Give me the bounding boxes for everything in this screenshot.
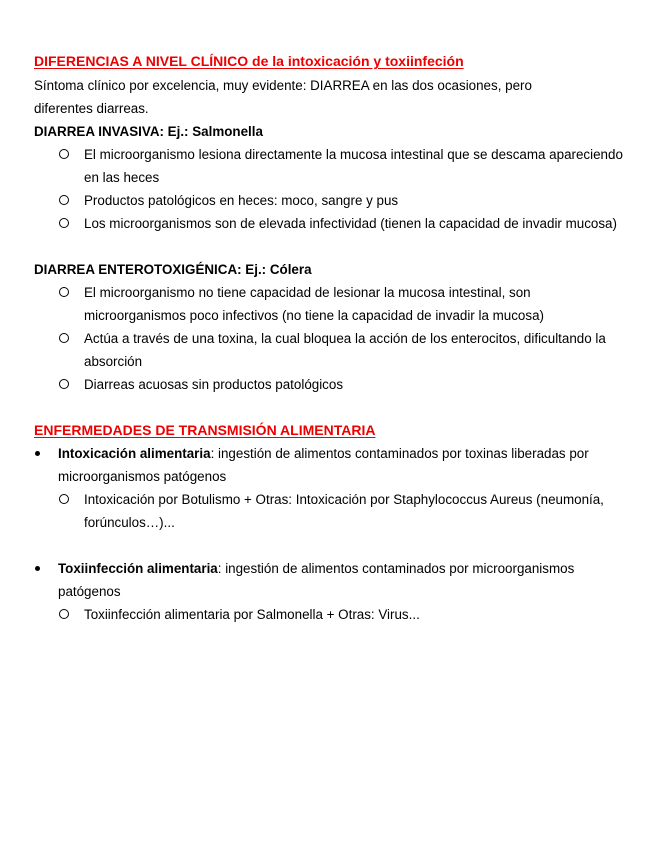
list-item-text: Productos patológicos en heces: moco, sangre y pus [84, 193, 399, 208]
bullet-icon [35, 451, 40, 456]
hollow-bullet-icon [59, 218, 69, 228]
list-item [84, 212, 624, 235]
term-intoxicacion: Intoxicación alimentaria [58, 446, 211, 461]
hollow-bullet-icon [59, 195, 69, 205]
bullet-icon [35, 566, 40, 571]
term-description: : ingestión de alimentos contaminados por microorganismos patógenos [58, 561, 575, 599]
hollow-bullet-icon [59, 494, 69, 504]
list-item [84, 281, 624, 327]
subheading-diarrea-enterotoxigenica: DIARREA ENTEROTOXIGÉNICA: Ej.: Cólera [34, 262, 312, 277]
hollow-bullet-icon [59, 149, 69, 159]
hollow-bullet-icon [59, 609, 69, 619]
list-item-text: Los microorganismos son de elevada infectividad (tienen la capacidad de invadir mucosa) [84, 216, 617, 231]
list-item [84, 488, 624, 534]
list-item-text: Intoxicación por Botulismo + Otras: Intoxicación por Staphylococcus Aureus (neumonía, forúnculos…)... [84, 492, 604, 530]
list-item [58, 557, 628, 603]
list-item-text: Toxiinfección alimentaria por Salmonella + Otras: Virus... [84, 607, 420, 622]
list-item [84, 327, 624, 373]
list-item-text: El microorganismo lesiona directamente la mucosa intestinal que se descama apareciendo en las heces [84, 147, 623, 185]
list-item [84, 373, 624, 396]
term-description: : ingestión de alimentos contaminados por toxinas liberadas por microorganismos patógenos [58, 446, 589, 484]
list-item [58, 442, 628, 488]
list-item [84, 603, 624, 626]
list-item-text: El microorganismo no tiene capacidad de lesionar la mucosa intestinal, son microorganismos poco infectivos (no tiene la capacidad de invadir la mucosa) [84, 285, 544, 323]
hollow-bullet-icon [59, 379, 69, 389]
hollow-bullet-icon [59, 287, 69, 297]
list-item [84, 143, 624, 189]
subheading-diarrea-invasiva: DIARREA INVASIVA: Ej.: Salmonella [34, 124, 263, 139]
list-item-text: Actúa a través de una toxina, la cual bloquea la acción de los enterocitos, dificultando la absorción [84, 331, 606, 369]
section-title-diferencias: DIFERENCIAS A NIVEL CLÍNICO de la intoxicación y toxiinfeción [34, 53, 464, 69]
list-item [84, 189, 624, 212]
term-toxiinfeccion: Toxiinfección alimentaria [58, 561, 218, 576]
intro-paragraph: Síntoma clínico por excelencia, muy evidente: DIARREA en las dos ocasiones, pero diferentes diarreas. [34, 78, 532, 116]
list-item-text: Diarreas acuosas sin productos patológicos [84, 377, 344, 392]
hollow-bullet-icon [59, 333, 69, 343]
section-title-enfermedades: ENFERMEDADES DE TRANSMISIÓN ALIMENTARIA [34, 422, 376, 438]
